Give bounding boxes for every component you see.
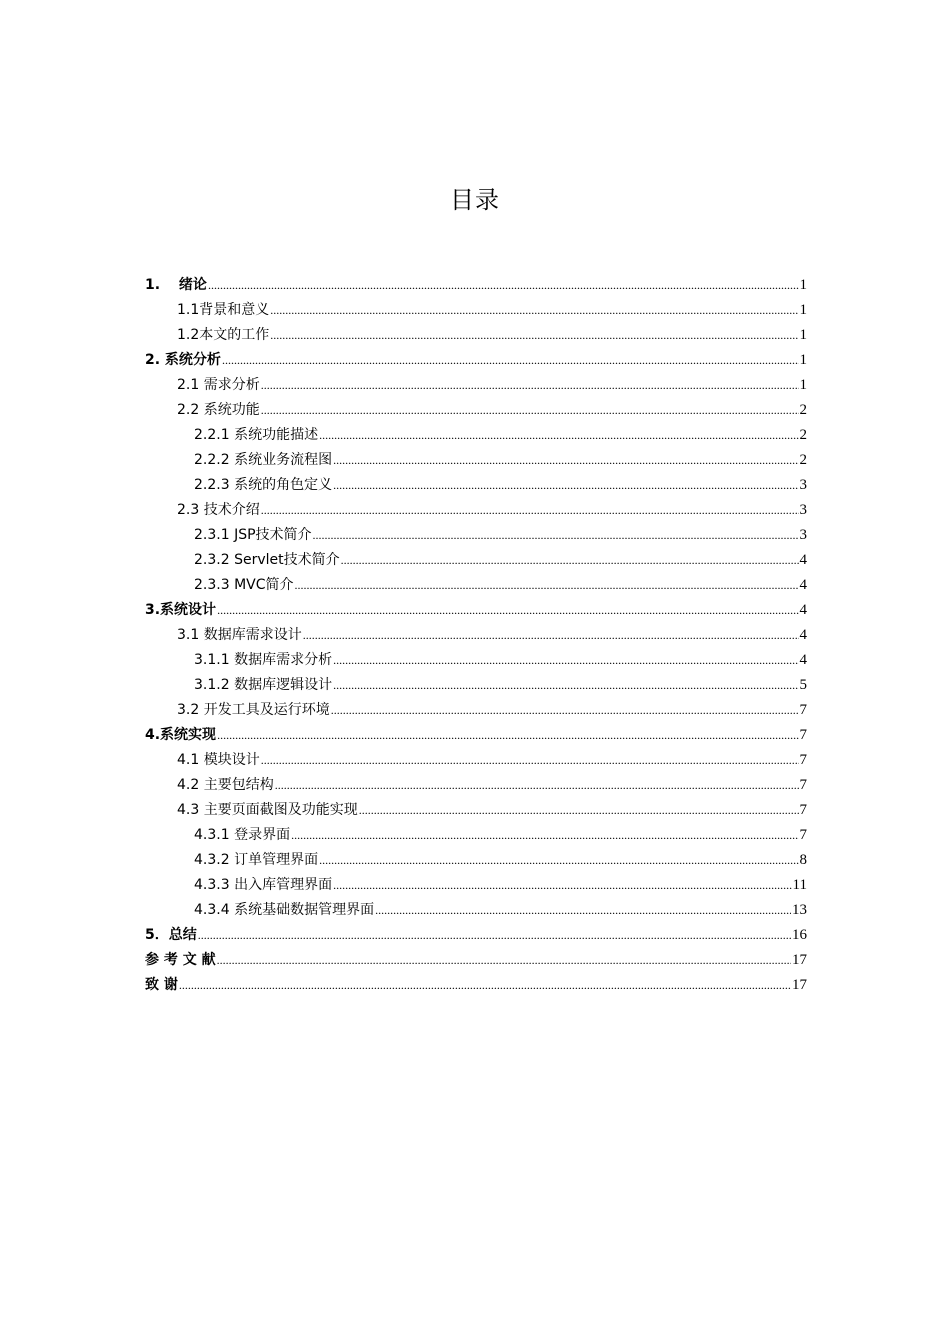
toc-dot-leader (333, 673, 798, 698)
toc-entry-page-number: 1 (799, 302, 807, 318)
toc-dot-leader (261, 748, 799, 773)
toc-dot-leader (270, 323, 798, 348)
toc-dot-leader (333, 648, 798, 673)
toc-entry-title: 4.1 模块设计 (177, 752, 260, 768)
toc-entry-title: 2.2 系统功能 (177, 402, 260, 418)
toc-dot-leader (313, 523, 799, 548)
toc-entry-title: 致 谢 (145, 977, 178, 993)
toc-entry[interactable] (145, 723, 807, 748)
toc-entry[interactable] (145, 298, 807, 323)
toc-entry[interactable] (145, 348, 807, 373)
toc-dot-leader (261, 373, 799, 398)
toc-dot-leader (319, 848, 798, 873)
toc-entry-title: 2.3.1 JSP技术简介 (194, 527, 312, 543)
toc-entry-title: 4.3.1 登录界面 (194, 827, 291, 843)
toc-entry[interactable] (145, 898, 807, 923)
toc-entry-page-number: 4 (799, 627, 807, 643)
toc-entry-page-number: 4 (799, 577, 807, 593)
toc-entry-page-number: 3 (799, 502, 807, 518)
toc-entry-title: 2.2.1 系统功能描述 (194, 427, 319, 443)
toc-entry[interactable] (145, 473, 807, 498)
toc-entry-page-number: 7 (799, 752, 807, 768)
toc-entry-page-number: 2 (799, 427, 807, 443)
toc-entry-title: 4.系统实现 (145, 727, 217, 743)
toc-entry-page-number: 1 (799, 327, 807, 343)
toc-dot-leader (359, 798, 799, 823)
toc-dot-leader (295, 573, 799, 598)
toc-entry-page-number: 1 (799, 277, 807, 293)
toc-entry-title: 5．总结 (145, 927, 197, 943)
toc-entry-page-number: 7 (799, 777, 807, 793)
toc-entry[interactable] (145, 523, 807, 548)
toc-entry-title: 2.3.2 Servlet技术简介 (194, 552, 340, 568)
toc-entry-title: 2.2.3 系统的角色定义 (194, 477, 333, 493)
toc-dot-leader (270, 298, 798, 323)
toc-entry-page-number: 3 (799, 527, 807, 543)
toc-dot-leader (217, 723, 798, 748)
toc-entry-title: 3.1 数据库需求设计 (177, 627, 302, 643)
toc-dot-leader (303, 623, 799, 648)
table-of-contents (145, 273, 807, 998)
toc-entry[interactable] (145, 823, 807, 848)
toc-entry[interactable] (145, 648, 807, 673)
toc-entry-page-number: 2 (799, 452, 807, 468)
page-title: 目录 (450, 186, 500, 214)
toc-entry[interactable] (145, 973, 807, 998)
toc-entry-title: 2. 系统分析 (145, 352, 221, 368)
toc-entry-title: 4.3.3 出入库管理界面 (194, 877, 333, 893)
toc-entry[interactable] (145, 423, 807, 448)
toc-entry[interactable] (145, 773, 807, 798)
toc-entry-page-number: 16 (792, 927, 807, 943)
toc-entry[interactable] (145, 698, 807, 723)
toc-dot-leader (217, 598, 798, 623)
toc-entry[interactable] (145, 498, 807, 523)
toc-entry[interactable] (145, 673, 807, 698)
toc-entry-page-number: 5 (799, 677, 807, 693)
toc-entry-page-number: 11 (792, 877, 807, 893)
toc-entry[interactable] (145, 323, 807, 348)
toc-entry-title: 1. 绪论 (145, 277, 207, 293)
toc-entry-page-number: 13 (792, 902, 807, 918)
toc-dot-leader (291, 823, 798, 848)
toc-dot-leader (333, 448, 798, 473)
toc-entry-page-number: 7 (799, 802, 807, 818)
toc-entry[interactable] (145, 373, 807, 398)
toc-entry-page-number: 7 (799, 727, 807, 743)
toc-entry[interactable] (145, 623, 807, 648)
toc-entry[interactable] (145, 798, 807, 823)
toc-dot-leader (261, 498, 799, 523)
toc-entry[interactable] (145, 948, 807, 973)
toc-dot-leader (375, 898, 791, 923)
toc-entry-page-number: 17 (792, 977, 807, 993)
toc-entry[interactable] (145, 398, 807, 423)
toc-entry[interactable] (145, 848, 807, 873)
toc-entry-title: 2.3.3 MVC简介 (194, 577, 294, 593)
toc-entry-title: 参 考 文 献 (145, 952, 216, 968)
toc-entry-page-number: 3 (799, 477, 807, 493)
toc-entry-page-number: 1 (799, 377, 807, 393)
toc-dot-leader (222, 348, 799, 373)
toc-entry[interactable] (145, 573, 807, 598)
toc-dot-leader (275, 773, 799, 798)
toc-entry-title: 3.系统设计 (145, 602, 217, 618)
toc-entry-title: 4.2 主要包结构 (177, 777, 274, 793)
toc-entry-title: 2.1 需求分析 (177, 377, 260, 393)
toc-entry-page-number: 7 (799, 702, 807, 718)
toc-entry-title: 3.1.2 数据库逻辑设计 (194, 677, 333, 693)
toc-dot-leader (261, 398, 799, 423)
toc-entry-title: 2.2.2 系统业务流程图 (194, 452, 333, 468)
toc-entry-title: 4.3.2 订单管理界面 (194, 852, 319, 868)
toc-entry[interactable] (145, 748, 807, 773)
toc-entry-page-number: 4 (799, 652, 807, 668)
toc-dot-leader (341, 548, 799, 573)
toc-entry-title: 2.3 技术介绍 (177, 502, 260, 518)
toc-dot-leader (333, 873, 791, 898)
toc-entry-title: 3.1.1 数据库需求分析 (194, 652, 333, 668)
toc-entry-title: 3.2 开发工具及运行环境 (177, 702, 330, 718)
toc-entry[interactable] (145, 873, 807, 898)
toc-entry-title: 1.1背景和意义 (177, 302, 270, 318)
toc-dot-leader (333, 473, 798, 498)
toc-entry-title: 4.3.4 系统基础数据管理界面 (194, 902, 375, 918)
toc-dot-leader (208, 273, 799, 298)
toc-entry-page-number: 4 (799, 602, 807, 618)
toc-dot-leader (179, 973, 791, 998)
toc-dot-leader (198, 923, 791, 948)
toc-entry[interactable] (145, 273, 807, 298)
toc-entry-page-number: 17 (792, 952, 807, 968)
toc-dot-leader (217, 948, 791, 973)
toc-dot-leader (319, 423, 798, 448)
toc-entry[interactable] (145, 448, 807, 473)
toc-dot-leader (331, 698, 799, 723)
toc-entry-title: 4.3 主要页面截图及功能实现 (177, 802, 358, 818)
toc-entry-title: 1.2本文的工作 (177, 327, 270, 343)
toc-entry-page-number: 7 (799, 827, 807, 843)
toc-entry[interactable] (145, 598, 807, 623)
toc-entry-page-number: 1 (799, 352, 807, 368)
toc-entry-page-number: 2 (799, 402, 807, 418)
toc-entry[interactable] (145, 923, 807, 948)
toc-entry-page-number: 4 (799, 552, 807, 568)
toc-entry-page-number: 8 (799, 852, 807, 868)
toc-entry[interactable] (145, 548, 807, 573)
